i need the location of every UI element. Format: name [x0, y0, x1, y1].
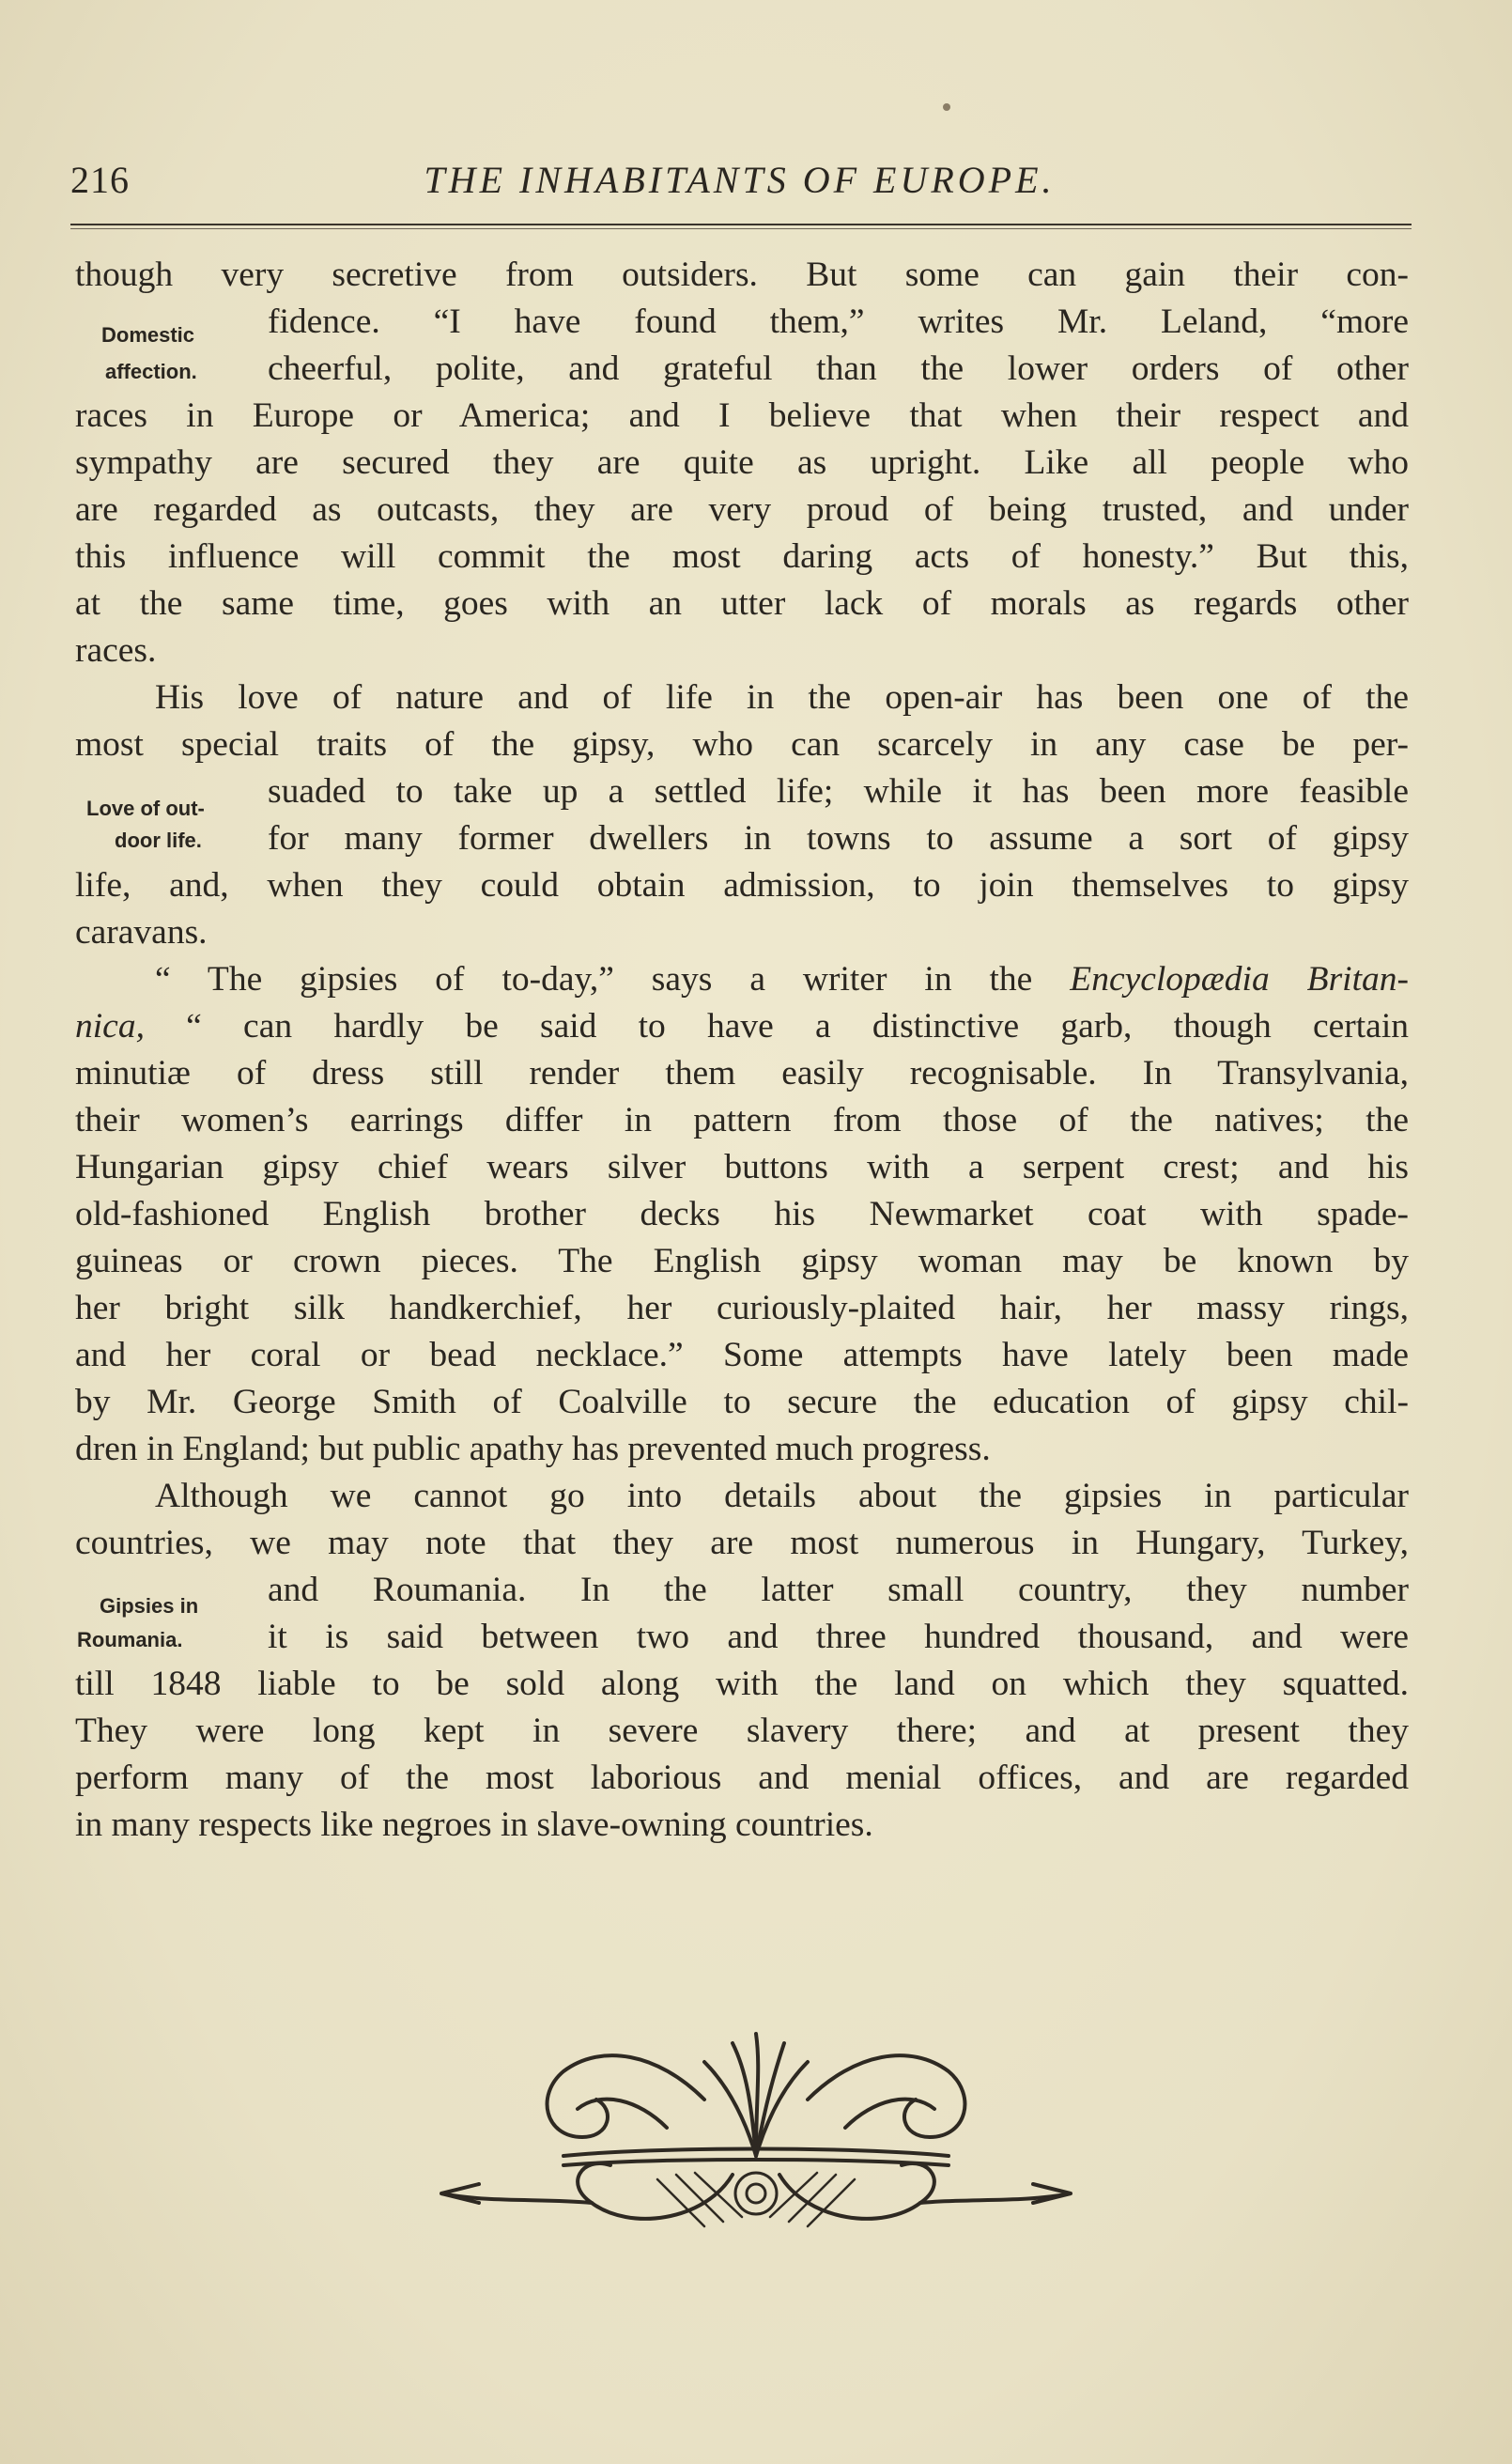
text-line: caravans.	[75, 913, 208, 952]
sidenote-domestic: Domestic	[101, 323, 195, 347]
text-segment: “ can hardly be said to have a distinctive garb, though certain	[144, 1007, 1409, 1046]
text-line: most special traits of the gipsy, who can scarcely in any case be per-	[75, 725, 1409, 764]
header-rule	[70, 224, 1412, 225]
page-header	[70, 158, 1409, 214]
text-line: it is said between two and three hundred thousand, and were	[268, 1618, 1409, 1656]
text-line: Hungarian gipsy chief wears silver buttons with a serpent crest; and his	[75, 1148, 1409, 1186]
text-line: life, and, when they could obtain admission, to join themselves to gipsy	[75, 866, 1409, 905]
italic-title: nica,	[75, 1007, 145, 1046]
text-line: till 1848 liable to be sold along with the land on which they squatted.	[75, 1665, 1409, 1703]
italic-title: Encyclopædia Britan-	[1070, 960, 1409, 999]
sidenote-affection: affection.	[105, 360, 197, 383]
text-line	[155, 956, 1409, 1003]
text-line: their women’s earrings differ in pattern from those of the natives; the	[75, 1101, 1409, 1139]
text-line: minutiæ of dress still render them easily recognisable. In Transylvania,	[75, 1054, 1409, 1093]
page-number: 216	[70, 159, 130, 201]
text-line: for many former dwellers in towns to assume a sort of gipsy	[268, 819, 1409, 858]
text-line: cheerful, polite, and grateful than the lower orders of other	[268, 349, 1409, 388]
text-line: countries, we may note that they are most numerous in Hungary, Turkey,	[75, 1524, 1409, 1562]
text-line: are regarded as outcasts, they are very proud of being trusted, and under	[75, 490, 1409, 529]
text-line: suaded to take up a settled life; while it has been more feasible	[268, 772, 1409, 811]
text-line: They were long kept in severe slavery there; and at present they	[75, 1712, 1409, 1750]
header-rule-thin	[70, 228, 1412, 229]
sidenote-love-of-out: Love of out-	[86, 797, 205, 820]
text-line: fidence. “I have found them,” writes Mr. Leland, “more	[268, 302, 1409, 341]
text-line: by Mr. George Smith of Coalville to secure the education of gipsy chil-	[75, 1383, 1409, 1421]
sidenote-gipsies-in: Gipsies in	[100, 1594, 199, 1618]
text-line: Although we cannot go into details about the gipsies in particular	[155, 1477, 1409, 1515]
text-line: guineas or crown pieces. The English gipsy woman may be known by	[75, 1242, 1409, 1280]
running-title: THE INHABITANTS OF EUROPE.	[424, 159, 1056, 201]
text-line: and Roumania. In the latter small country, they number	[268, 1571, 1409, 1609]
text-line: sympathy are secured they are quite as upright. Like all people who	[75, 443, 1409, 482]
print-speck	[943, 103, 950, 111]
text-line: His love of nature and of life in the open-air has been one of the	[155, 678, 1409, 717]
text-line: old-fashioned English brother decks his Newmarket coat with spade-	[75, 1195, 1409, 1233]
floral-tailpiece-ornament-icon	[423, 2015, 1089, 2250]
text-line: races in Europe or America; and I believe that when their respect and	[75, 396, 1409, 435]
text-line: and her coral or bead necklace.” Some attempts have lately been made	[75, 1336, 1409, 1374]
sidenote-roumania: Roumania.	[77, 1628, 183, 1651]
text-line: though very secretive from outsiders. But some can gain their con-	[75, 256, 1409, 294]
text-line: in many respects like negroes in slave-owning countries.	[75, 1805, 873, 1844]
text-line: races.	[75, 631, 157, 670]
text-line: her bright silk handkerchief, her curiously-plaited hair, her massy rings,	[75, 1289, 1409, 1327]
text-line: at the same time, goes with an utter lack of morals as regards other	[75, 584, 1409, 623]
text-line	[75, 1003, 1409, 1050]
text-line: perform many of the most laborious and menial offices, and are regarded	[75, 1759, 1409, 1797]
text-line: dren in England; but public apathy has prevented much progress.	[75, 1430, 991, 1468]
sidenote-door-life: door life.	[115, 829, 202, 852]
text-segment: “ The gipsies of to-day,” says a writer in the	[155, 960, 1071, 999]
text-line: this influence will commit the most daring acts of honesty.” But this,	[75, 537, 1409, 576]
